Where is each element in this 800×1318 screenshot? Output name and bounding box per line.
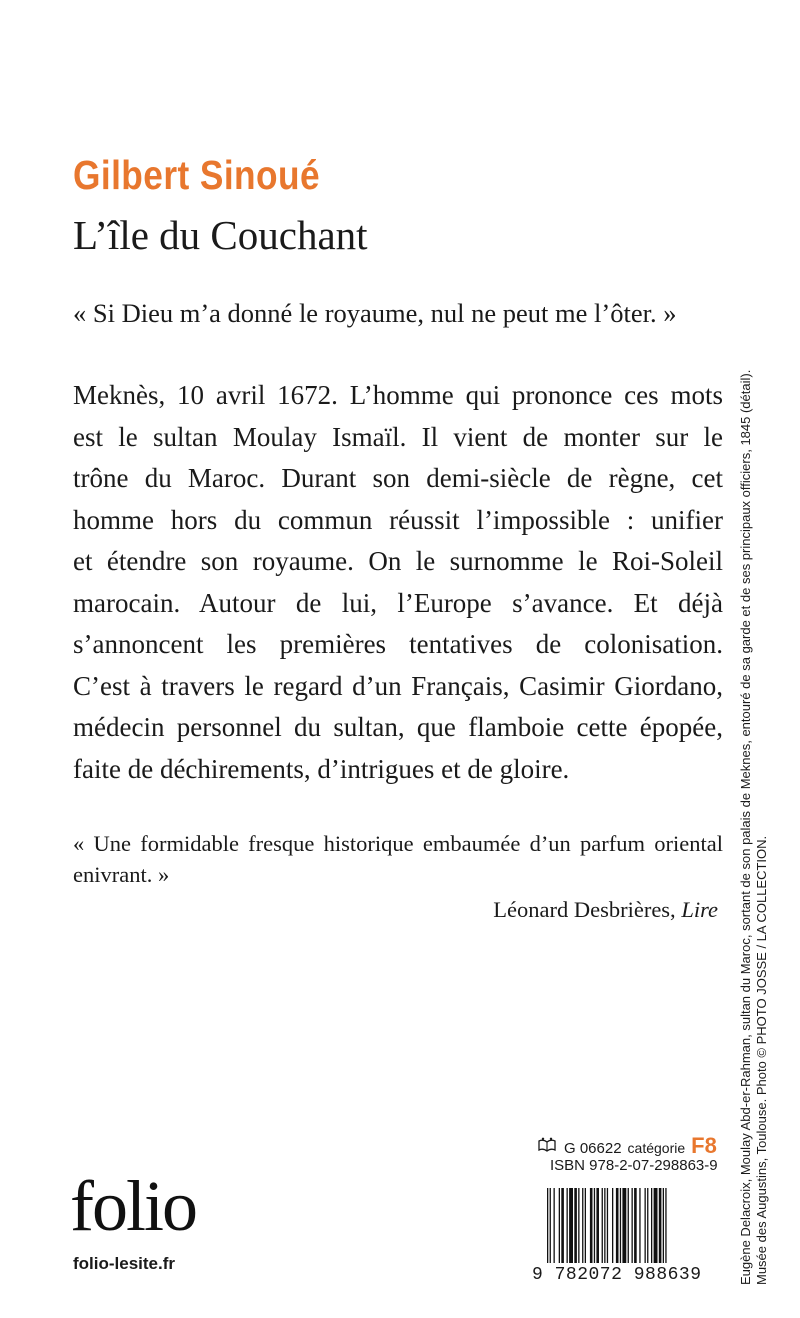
barcode-bar	[628, 1188, 629, 1263]
barcode-bar	[634, 1188, 637, 1263]
summary-line: médecin personnel du sultan, que flamboie cette épopée,	[73, 712, 723, 742]
barcode-bar	[550, 1188, 551, 1263]
category-code: F8	[691, 1133, 717, 1158]
summary-line: et étendre son royaume. On le surnomme le Roi-Soleil	[73, 546, 723, 576]
credit-line: Eugène Delacroix, Moulay Abd-er-Rahman, sultan du Maroc, sortant de son palais de Meknes, entouré de sa garde et de ses principaux officiers, 1845 (détail).	[738, 369, 753, 1285]
barcode-bar	[663, 1188, 664, 1263]
barcode-bar	[616, 1188, 619, 1263]
barcode-bar	[594, 1188, 595, 1263]
open-book-icon	[538, 1137, 556, 1153]
barcode-bar	[622, 1188, 626, 1263]
summary-line: faite de déchirements, d’intrigues et de gloire.	[73, 753, 570, 784]
review-line: enivrant. »	[73, 862, 170, 887]
category-label: catégorie	[627, 1140, 686, 1156]
barcode-bar	[651, 1188, 652, 1263]
barcode-bar	[578, 1188, 579, 1263]
barcode-bar	[596, 1188, 599, 1263]
summary-text	[73, 375, 723, 790]
folio-logo: folio	[70, 1166, 196, 1246]
summary-line: est le sultan Moulay Ismaïl. Il vient de monter sur le	[73, 421, 723, 452]
summary-line: C’est à travers le regard d’un Français, Casimir Giordano,	[73, 670, 723, 701]
barcode-bar	[654, 1188, 658, 1263]
barcode-bar	[607, 1188, 608, 1263]
barcode-bar	[585, 1188, 586, 1263]
barcode-bar	[620, 1188, 621, 1263]
summary-line: s’annoncent les premières tentatives de colonisation.	[73, 629, 723, 659]
isbn-row	[538, 1157, 718, 1181]
barcode-bar	[604, 1188, 605, 1263]
barcode-bar	[582, 1188, 583, 1263]
summary-line: Meknès, 10 avril 1672. L’homme qui prononce ces mots	[73, 380, 723, 410]
review-author: Léonard Desbrières,	[493, 897, 682, 922]
barcode-bars	[541, 1188, 722, 1263]
barcode-bar	[602, 1188, 603, 1263]
catalog-codes	[538, 1133, 718, 1181]
publisher-website[interactable]: folio-lesite.fr	[73, 1254, 176, 1273]
summary-line: marocain. Autour de lui, l’Europe s’avance. Et déjà	[73, 587, 723, 618]
summary-line: homme hors du commun réussit l’impossible : unifier	[73, 504, 723, 535]
barcode-bar	[574, 1188, 577, 1263]
review-source	[493, 897, 718, 923]
barcode-bar	[569, 1188, 573, 1263]
barcode-digits: 9 782072 988639	[532, 1265, 732, 1285]
barcode-bar	[559, 1188, 560, 1263]
review-line: « Une formidable fresque historique embaumée d’un parfum oriental	[73, 831, 723, 856]
barcode-bar	[632, 1188, 633, 1263]
cover-image-credit	[738, 370, 770, 1285]
barcode-bar	[547, 1188, 548, 1263]
isbn-number: ISBN 978-2-07-298863-9	[550, 1157, 718, 1174]
barcode-bar	[645, 1188, 646, 1263]
book-title: L’île du Couchant	[73, 212, 368, 258]
barcode-bar	[567, 1188, 568, 1263]
barcode-bar	[612, 1188, 613, 1263]
review-publication: Lire	[681, 897, 718, 922]
barcode-bar	[590, 1188, 593, 1263]
catalog-row	[538, 1133, 718, 1157]
summary-line: trône du Maroc. Durant son demi-siècle de règne, cet	[73, 463, 723, 493]
epigraph-quote: « Si Dieu m’a donné le royaume, nul ne peut me l’ôter. »	[73, 298, 677, 328]
barcode-bar	[561, 1188, 564, 1263]
credit-line: Musée des Augustins, Toulouse. Photo © PHOTO JOSSE / LA COLLECTION.	[754, 835, 769, 1285]
press-review	[73, 828, 723, 890]
barcode-bar	[647, 1188, 648, 1263]
catalog-number: G 06622	[564, 1140, 622, 1157]
barcode-bar	[659, 1188, 662, 1263]
barcode-bar	[639, 1188, 640, 1263]
author-name: Gilbert Sinoué	[73, 152, 320, 198]
barcode-bar	[554, 1188, 555, 1263]
barcode-bar	[665, 1188, 666, 1263]
